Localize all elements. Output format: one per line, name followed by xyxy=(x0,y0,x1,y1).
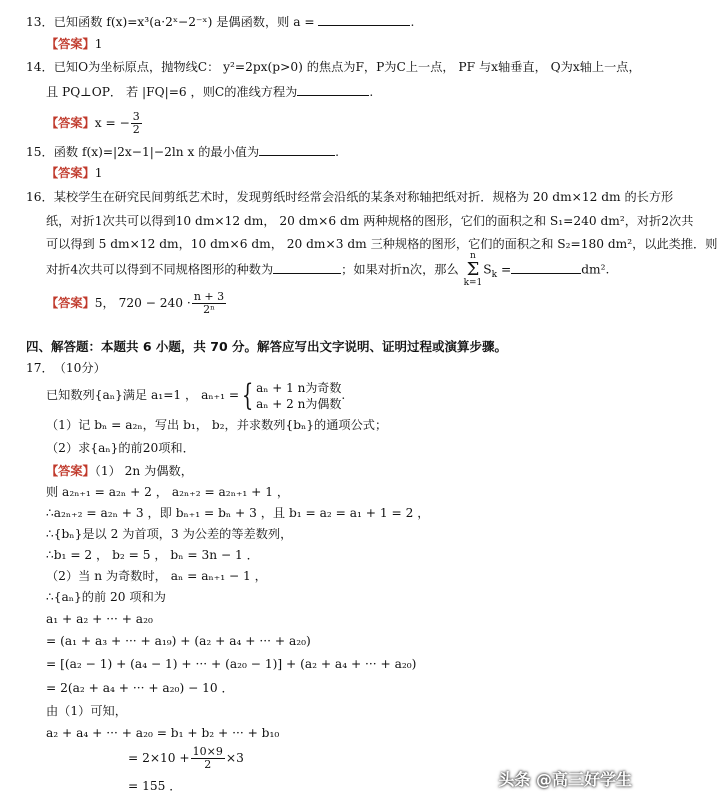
section-heading: 四、解答题：本题共 6 小题，共 70 分。解答应写出文字说明、证明过程或演算步骤。 xyxy=(26,339,508,354)
answer-label: 【答案】 xyxy=(46,464,95,478)
solution-line-8: a₁ + a₂ + ··· + a₂₀ xyxy=(46,612,153,626)
question-17-header xyxy=(26,361,106,376)
case-even: aₙ + 2 n为偶数 xyxy=(256,396,342,411)
answer-blank xyxy=(318,13,410,26)
question-end: . xyxy=(341,388,346,402)
solution-text: ×3 xyxy=(225,751,244,765)
answer-16 xyxy=(46,288,227,318)
fraction-denominator: 2 xyxy=(204,758,212,771)
question-16-line-2 xyxy=(46,214,693,229)
answer-label: 【答案】 xyxy=(46,166,95,180)
question-number: 15． xyxy=(26,145,54,159)
answer-value-prefix: x = − xyxy=(94,116,130,130)
answer-fraction xyxy=(192,291,226,316)
question-16-line-4 xyxy=(46,252,609,290)
solution-line-7: ∴{aₙ}的前 20 项和为 xyxy=(46,590,166,604)
answer-fraction xyxy=(131,111,142,136)
question-text: ；如果对折n次，那么 xyxy=(341,262,459,277)
fraction-denominator: 2 xyxy=(132,123,140,136)
question-16-line-3 xyxy=(46,237,717,252)
solution-line-14 xyxy=(128,742,244,774)
question-number: 14． xyxy=(26,60,54,74)
solution-line-11: = 2(a₂ + a₄ + ··· + a₂₀) − 10 ． xyxy=(46,681,234,695)
question-end: . xyxy=(410,15,415,29)
question-text: 纸，对折1次共可以得到10 dm×12 dm， 20 dm×6 dm 两种规格的图形，它们的面积之和 S₁=240 dm²，对折2次共 xyxy=(46,214,694,228)
answer-value: 1 xyxy=(94,166,103,180)
answer-label: 【答案】 xyxy=(46,296,95,310)
solution-line-4: ∴{bₙ}是以 2 为首项，3 为公差的等差数列， xyxy=(46,527,293,541)
solution-line-5: ∴b₁ = 2 ， b₂ = 5 ， bₙ = 3n − 1 ． xyxy=(46,548,259,562)
answer-14 xyxy=(46,110,143,136)
solution-line-12: 由（1）可知， xyxy=(46,704,127,718)
solution-line-15: = 155 ． xyxy=(128,779,182,793)
question-number: 17． xyxy=(26,361,54,375)
answer-label: 【答案】 xyxy=(46,116,95,130)
answer-value-prefix: 5， 720 − 240 · xyxy=(94,296,191,310)
solution-text: = 2×10 + xyxy=(128,751,190,765)
question-number: 13． xyxy=(26,15,54,29)
summation-symbol xyxy=(464,252,483,288)
solution-line-9: = (a₁ + a₃ + ··· + a₁₉) + (a₂ + a₄ + ··· + a₂₀) xyxy=(46,634,311,648)
question-text: 某校学生在研究民间剪纸艺术时，发现剪纸时经常会沿纸的某条对称轴把纸对折．规格为 20 dm×12 dm 的长方形 xyxy=(53,190,674,204)
sum-term: S xyxy=(483,262,492,277)
question-text: 可以得到 5 dm×12 dm，10 dm×6 dm， 20 dm×3 dm 三种规格的图形，它们的面积之和 S₂=180 dm²，以此类推．则 xyxy=(46,237,717,251)
solution-text: （1） 2n 为偶数， xyxy=(94,464,193,478)
answer-label: 【答案】 xyxy=(46,37,95,51)
question-end: . xyxy=(369,85,374,99)
equals-sign: = xyxy=(501,262,512,277)
unit-label: dm². xyxy=(581,262,610,277)
fraction-numerator: 10×9 xyxy=(192,745,223,758)
question-16-line-1 xyxy=(26,190,673,205)
answer-blank xyxy=(259,143,335,156)
question-13 xyxy=(26,13,414,30)
question-text: 对折4次共可以得到不同规格图形的种数为 xyxy=(46,262,274,277)
fraction-denominator: 2ⁿ xyxy=(203,303,215,316)
question-end: . xyxy=(335,145,340,159)
piecewise-cases xyxy=(256,380,341,412)
solution-line-2: 则 a₂ₙ₊₁ = a₂ₙ + 2 ， a₂ₙ₊₂ = a₂ₙ₊₁ + 1 ， xyxy=(46,485,290,499)
question-14-line-1 xyxy=(26,60,641,75)
answer-15 xyxy=(46,166,103,181)
watermark: 头条 @高三好学生 xyxy=(498,770,632,789)
question-text: 函数 f(x)=|2x−1|−2ln x 的最小值为 xyxy=(53,145,260,159)
solution-line-13: a₂ + a₄ + ··· + a₂₀ = b₁ + b₂ + ··· + b₁₀ xyxy=(46,726,280,740)
question-text: 且 PQ⊥OP． 若 |FQ|=6 ，则C的准线方程为 xyxy=(46,85,298,99)
question-15 xyxy=(26,143,339,160)
sum-term-subscript: k xyxy=(491,269,498,280)
question-17-part-2: （2）求{aₙ}的前20项和． xyxy=(46,441,195,455)
answer-value: 1 xyxy=(94,37,103,51)
fraction-numerator: 3 xyxy=(132,110,140,123)
solution-line-6: （2）当 n 为奇数时， aₙ = aₙ₊₁ − 1 ， xyxy=(46,569,267,583)
question-number: 16． xyxy=(26,190,54,204)
sum-lower: k=1 xyxy=(463,278,483,288)
fraction-numerator: n + 3 xyxy=(193,290,225,303)
answer-13 xyxy=(46,37,103,52)
case-odd: aₙ + 1 n为奇数 xyxy=(256,380,342,395)
solution-line-1 xyxy=(46,464,193,479)
left-brace-icon: { xyxy=(241,377,254,413)
question-17-given xyxy=(46,377,345,413)
question-17-part-1: （1）记 bₙ = a₂ₙ，写出 b₁， b₂，并求数列{bₙ}的通项公式； xyxy=(46,418,388,432)
answer-blank-1 xyxy=(273,261,341,274)
question-14-line-2 xyxy=(46,83,373,100)
question-points: （10分） xyxy=(53,361,106,375)
sum-upper: n xyxy=(470,251,476,261)
question-text: 已知函数 f(x)=x³(a·2ˣ−2⁻ˣ) 是偶函数，则 a = xyxy=(53,15,315,29)
question-text: 已知O为坐标原点，抛物线C： y²=2px(p>0) 的焦点为F，P为C上一点， PF 与x轴垂直， Q为x轴上一点， xyxy=(53,60,641,74)
answer-blank-2 xyxy=(511,261,581,274)
solution-fraction xyxy=(191,746,225,771)
solution-line-3: ∴a₂ₙ₊₂ = a₂ₙ + 3 ，即 bₙ₊₁ = bₙ + 3 ，且 b₁ = a₂ = a₁ + 1 = 2 ， xyxy=(46,506,430,520)
question-text: 已知数列{aₙ}满足 a₁=1 ， aₙ₊₁ = xyxy=(46,388,240,402)
answer-blank xyxy=(297,83,369,96)
solution-line-10: = [(a₂ − 1) + (a₄ − 1) + ··· + (a₂₀ − 1)] + (a₂ + a₄ + ··· + a₂₀) xyxy=(46,657,417,671)
sigma-icon: Σ xyxy=(466,259,480,280)
